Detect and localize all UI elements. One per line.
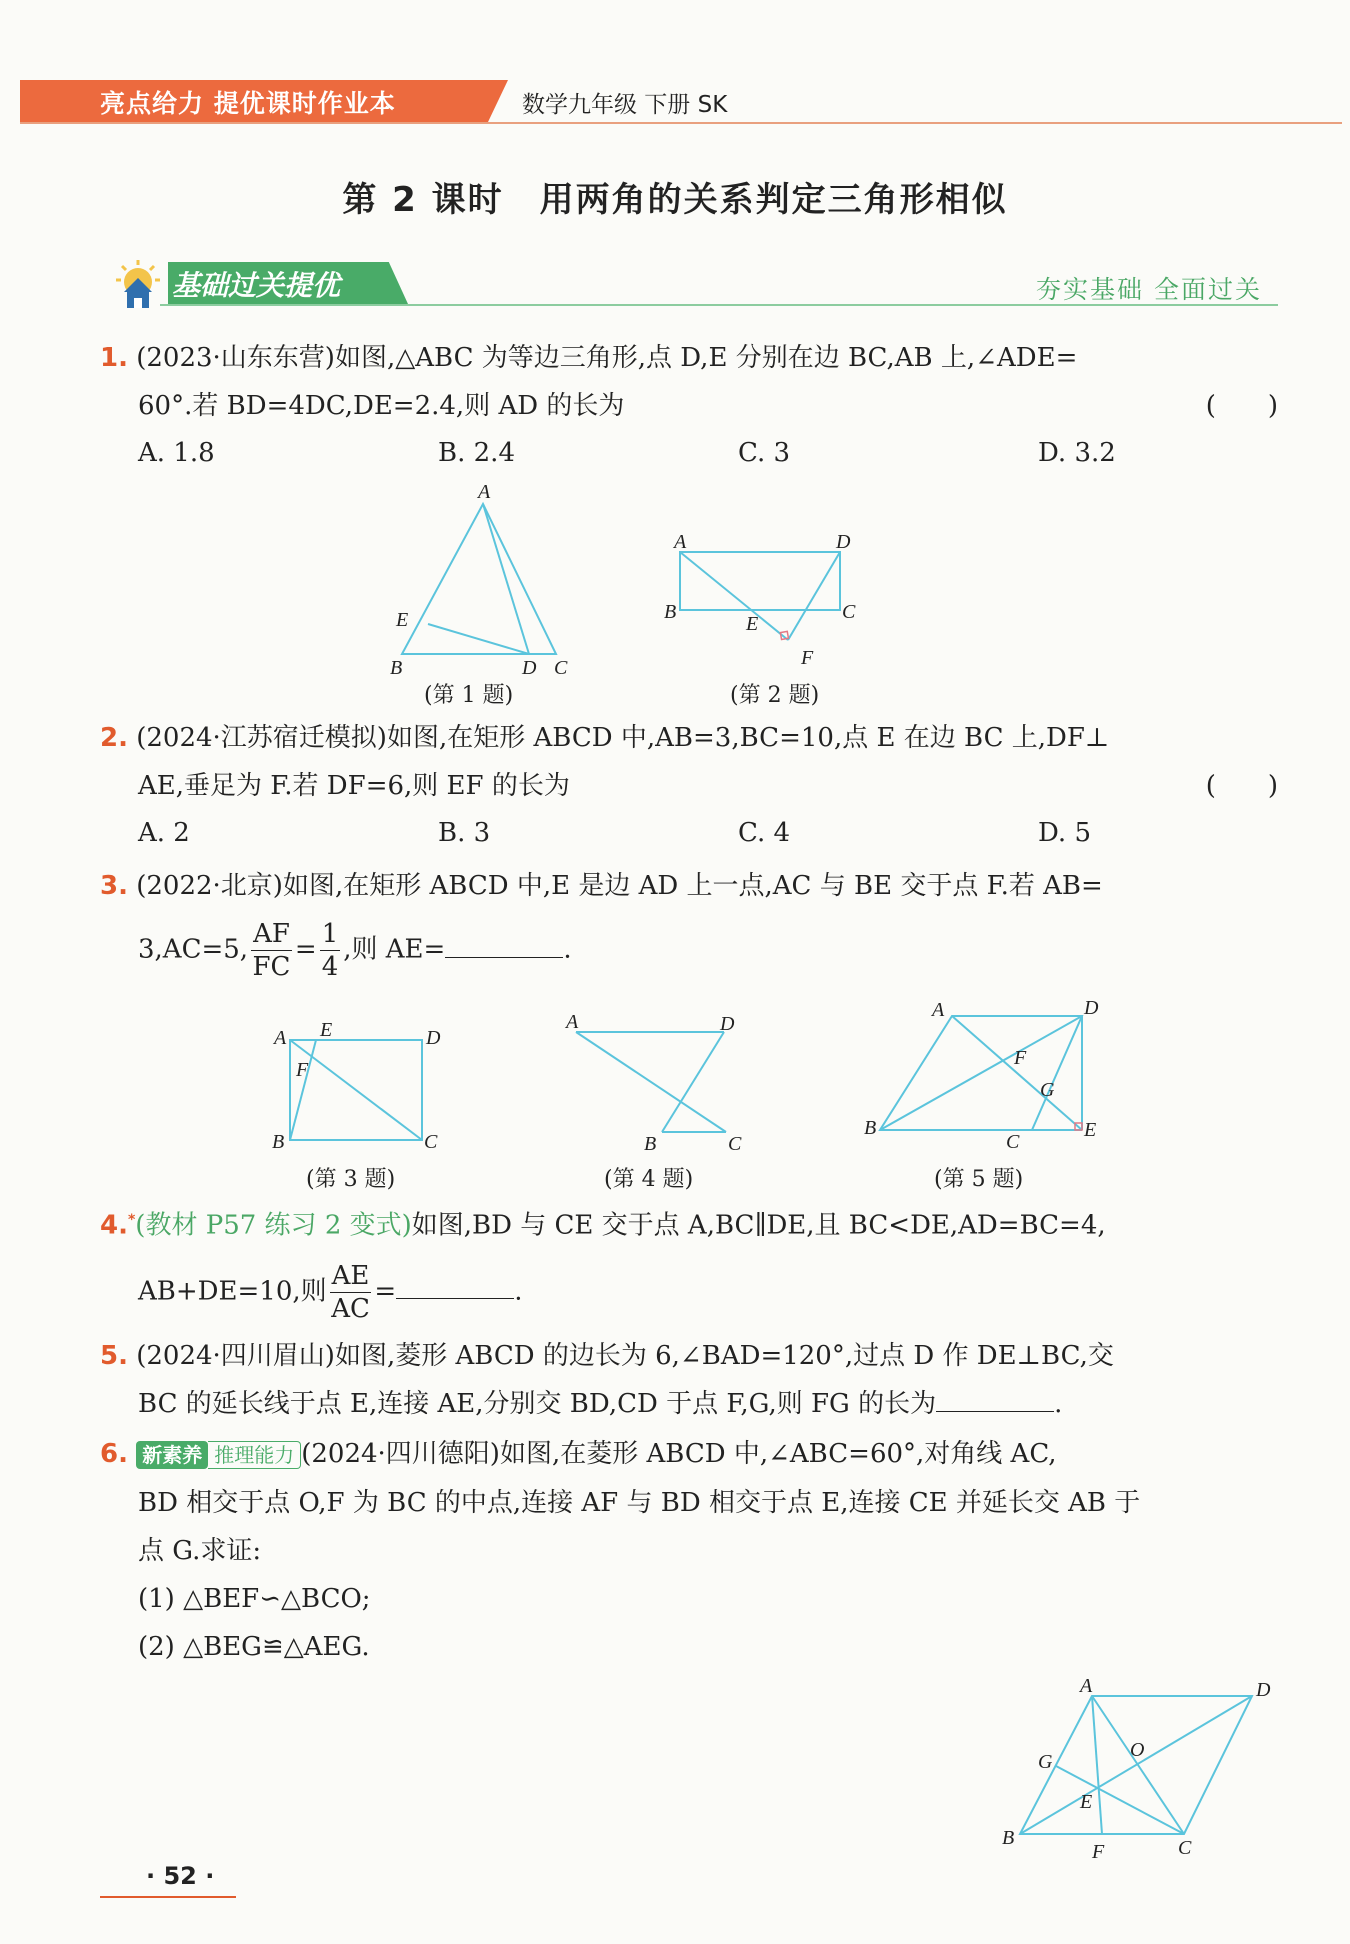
figure-5 — [860, 996, 1110, 1156]
question-text: BC 的延长线于点 E,连接 AE,分别交 BD,CD 于点 F,G,则 FG 的长为 — [138, 1389, 937, 1419]
option-c: C. 3 — [738, 438, 791, 468]
question-text: (2024·四川德阳)如图,在菱形 ABCD 中,∠ABC=60°,对角线 AC, — [301, 1439, 1057, 1469]
point-label: E — [1080, 1791, 1093, 1813]
point-label: C — [842, 601, 856, 623]
figure-4 — [560, 1006, 760, 1156]
option-d: D. 5 — [1038, 818, 1091, 848]
point-label: F — [296, 1059, 309, 1081]
caption-fig4: (第 4 题) — [604, 1167, 694, 1192]
point-label: D — [720, 1013, 735, 1035]
tag-new-literacy: 新素养 — [136, 1441, 208, 1469]
point-label: B — [1002, 1827, 1015, 1849]
point-label: B — [390, 657, 403, 679]
point-label: A — [566, 1011, 579, 1033]
caption-fig2: (第 2 题) — [730, 683, 820, 708]
point-label: B — [864, 1117, 877, 1139]
option-a: A. 2 — [138, 818, 190, 848]
point-label: G — [1038, 1751, 1053, 1773]
section-title: 基础过关提优 — [172, 269, 341, 302]
point-label: E — [320, 1019, 333, 1041]
point-label: A — [932, 999, 945, 1021]
question-text: ,则 AE= — [343, 934, 446, 965]
question-6 — [100, 1430, 1278, 1671]
question-text: (2024·四川眉山)如图,菱形 ABCD 的边长为 6,∠BAD=120°,过点 D 作 DE⊥BC,交 — [136, 1341, 1114, 1371]
point-label: D — [522, 657, 537, 679]
point-label: B — [272, 1131, 285, 1153]
point-label: E — [1084, 1119, 1097, 1141]
option-b: B. 3 — [438, 818, 491, 848]
question-number: 1. — [100, 343, 128, 373]
answer-blank — [936, 1385, 1054, 1412]
question-text: AE,垂足为 F.若 DF=6,则 EF 的长为 — [138, 771, 570, 801]
question-source: (教材 P57 练习 2 变式) — [135, 1210, 412, 1241]
series-title: 亮点给力 提优课时作业本 — [100, 89, 396, 118]
point-label: C — [554, 657, 568, 679]
point-label: E — [396, 609, 409, 631]
option-c: C. 4 — [738, 818, 791, 848]
lesson-title: 第 2 课时 用两角的关系判定三角形相似 — [342, 180, 1008, 220]
caption-fig5: (第 5 题) — [934, 1167, 1024, 1192]
question-text: BD 相交于点 O,F 为 BC 的中点,连接 AF 与 BD 相交于点 E,连接 CE 并延长交 AB 于 — [138, 1488, 1141, 1518]
caption-fig1: (第 1 题) — [424, 683, 514, 708]
option-d: D. 3.2 — [1038, 438, 1116, 468]
question-number: 6. — [100, 1439, 128, 1469]
question-2 — [100, 714, 1278, 810]
point-label: F — [1014, 1047, 1027, 1069]
question-number: 4. — [100, 1210, 128, 1241]
question-3: 3. (2022·北京)如图,在矩形 ABCD 中,E 是边 AD 上一点,AC 与 BE 交于点 F.若 AB= 3,AC=5, $\frac{AF}{FC}$ = $\frac{1}{4}$ ,则 AE= . — [100, 871, 1103, 982]
point-label: D — [1084, 997, 1099, 1019]
fraction-af-fc: $\frac{AF}{FC}$ — [252, 919, 291, 982]
question-1 — [100, 334, 1278, 430]
point-label: G — [1040, 1079, 1055, 1101]
question-part-1: (1) △BEF∽△BCO; — [138, 1584, 371, 1614]
point-label: O — [1130, 1739, 1145, 1761]
point-label: C — [424, 1131, 438, 1153]
page-number-rule — [100, 1896, 236, 1898]
answer-paren: ( ) — [1205, 391, 1278, 421]
point-label: E — [746, 613, 759, 635]
point-label: D — [836, 531, 851, 553]
point-label: B — [644, 1133, 657, 1155]
point-label: C — [1006, 1131, 1020, 1153]
question-text: 60°.若 BD=4DC,DE=2.4,则 AD 的长为 — [138, 391, 625, 421]
house-sun-icon — [108, 258, 166, 310]
option-a: A. 1.8 — [138, 438, 215, 468]
answer-blank — [396, 1272, 514, 1299]
question-text: 点 G.求证: — [138, 1536, 262, 1566]
answer-blank — [445, 931, 563, 958]
subject-info: 数学九年级 下册 SK — [522, 92, 728, 118]
point-label: D — [426, 1027, 441, 1049]
question-number: 5. — [100, 1341, 128, 1371]
point-label: A — [674, 531, 687, 553]
question-number: 3. — [100, 871, 128, 901]
figure-2 — [660, 526, 900, 672]
section-motto: 夯实基础 全面过关 — [1036, 275, 1262, 304]
point-label: D — [1256, 1679, 1271, 1701]
question-number: 2. — [100, 723, 128, 753]
caption-fig3: (第 3 题) — [306, 1167, 396, 1192]
figure-3 — [270, 1016, 450, 1156]
question-text: (2023·山东东营)如图,△ABC 为等边三角形,点 D,E 分别在边 BC,AB 上,∠ADE= — [136, 343, 1078, 373]
point-label: F — [801, 647, 814, 669]
header-band-tip — [488, 80, 508, 122]
option-b: B. 2.4 — [438, 438, 515, 468]
fraction-ae-ac: $\frac{AE}{AC}$ — [331, 1260, 370, 1324]
question-text: 如图,BD 与 CE 交于点 A,BC∥DE,且 BC<DE,AD=BC=4, — [411, 1210, 1106, 1241]
question-part-2: (2) △BEG≌△AEG. — [138, 1632, 370, 1662]
question-text: (2022·北京)如图,在矩形 ABCD 中,E 是边 AD 上一点,AC 与 BE 交于点 F.若 AB= — [136, 871, 1103, 901]
point-label: C — [728, 1133, 742, 1155]
header-divider — [20, 122, 1342, 124]
question-text: (2024·江苏宿迁模拟)如图,在矩形 ABCD 中,AB=3,BC=10,点 E 在边 BC 上,DF⊥ — [136, 723, 1110, 753]
point-label: A — [478, 481, 491, 503]
fraction-one-quarter: $\frac{1}{4}$ — [321, 919, 339, 982]
answer-paren: ( ) — [1205, 771, 1278, 801]
figure-1 — [380, 481, 580, 679]
question-5: 5. (2024·四川眉山)如图,菱形 ABCD 的边长为 6,∠BAD=120°,过点 D 作 DE⊥BC,交 BC 的延长线于点 E,连接 AE,分别交 BD,CD 于点 F,G,则 FG 的长为 . — [100, 1341, 1114, 1419]
question-text: 3,AC=5, — [138, 934, 249, 965]
question-4: 4.*(教材 P57 练习 2 变式)如图,BD 与 CE 交于点 A,BC∥DE,且 BC<DE,AD=BC=4, AB+DE=10,则 $\frac{AE}{AC}$ = . — [100, 1210, 1106, 1324]
point-label: A — [1080, 1675, 1093, 1697]
point-label: F — [1092, 1841, 1105, 1863]
question-text: AB+DE=10,则 — [138, 1276, 327, 1307]
figure-6 — [990, 1676, 1290, 1866]
point-label: A — [274, 1027, 287, 1049]
point-label: C — [1178, 1837, 1192, 1859]
tag-reasoning: 推理能力 — [208, 1441, 301, 1469]
point-label: B — [664, 601, 677, 623]
page-number: · 52 · — [146, 1862, 215, 1890]
